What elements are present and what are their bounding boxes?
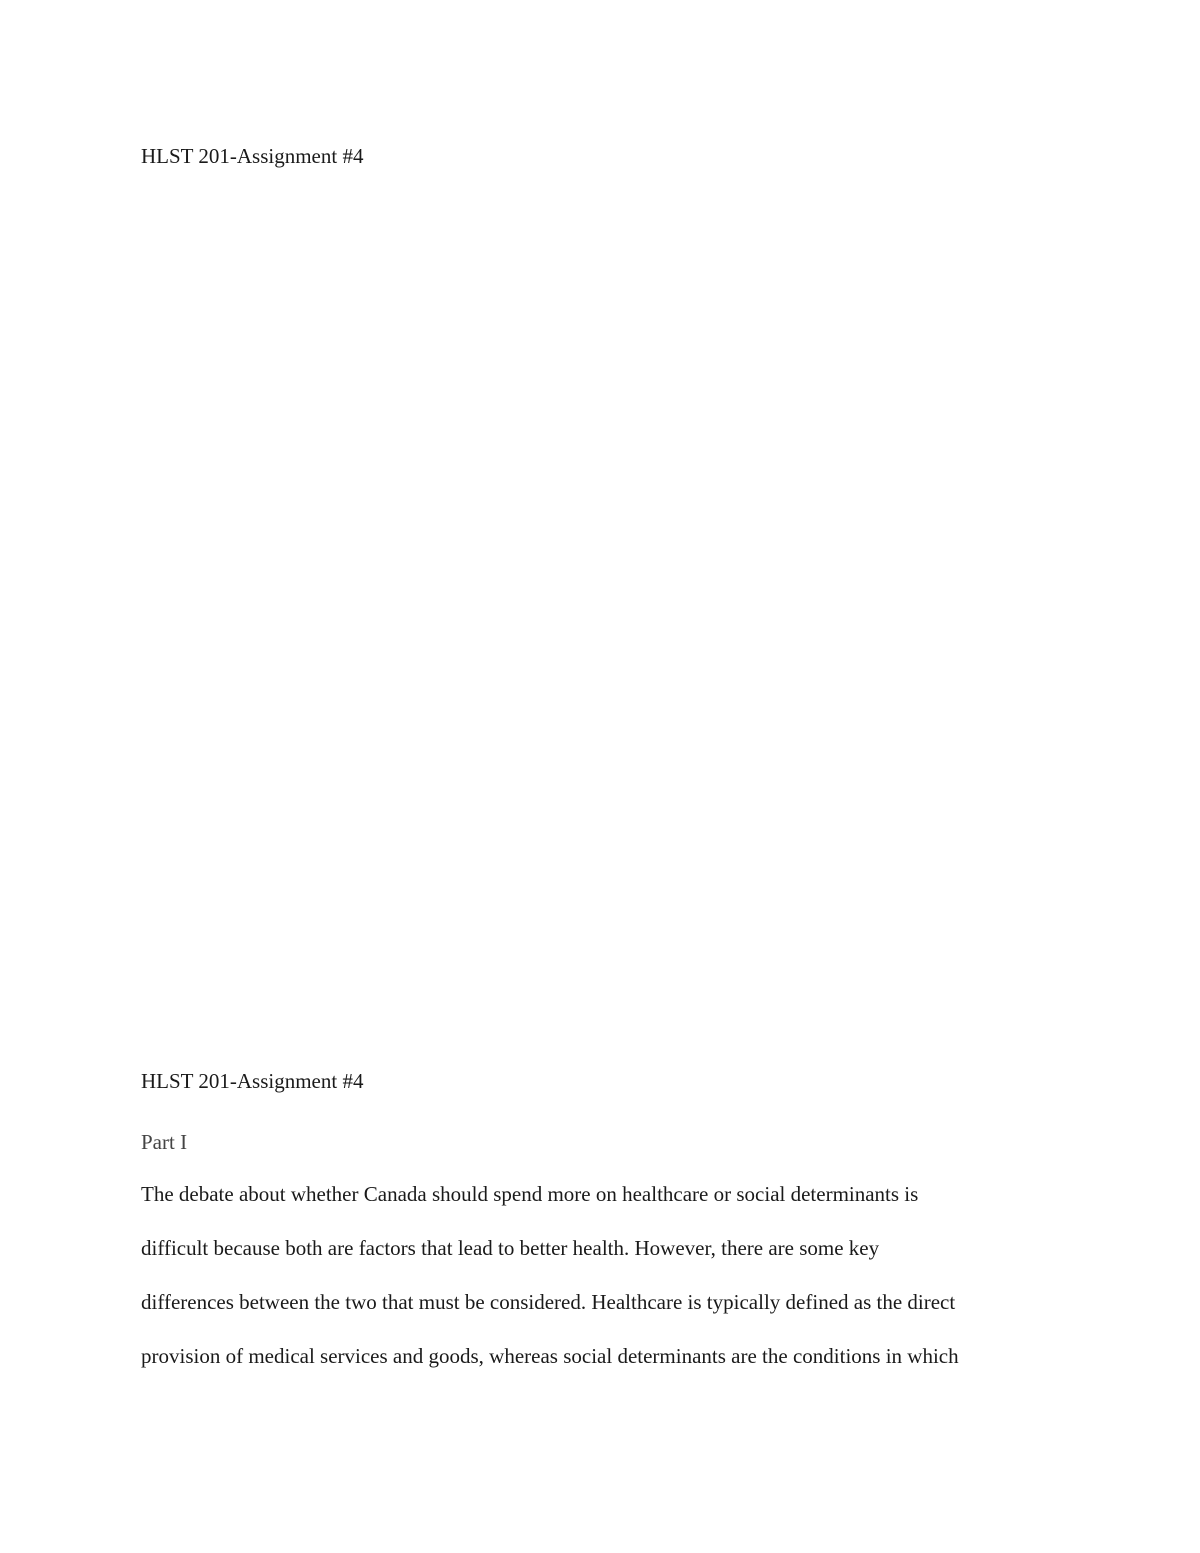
page-title: HLST 201-Assignment #4 xyxy=(141,144,364,168)
body-paragraph xyxy=(141,1180,1081,1396)
paragraph-line: differences between the two that must be considered. Healthcare is typically defined as the direct xyxy=(141,1290,956,1314)
paragraph-line: The debate about whether Canada should spend more on healthcare or social determinants is xyxy=(141,1182,919,1206)
paragraph-line: difficult because both are factors that lead to better health. However, there are some key xyxy=(141,1236,880,1260)
section-heading: Part I xyxy=(141,1130,188,1154)
paragraph-line: provision of medical services and goods, whereas social determinants are the conditions in which xyxy=(141,1344,959,1368)
assignment-title: HLST 201-Assignment #4 xyxy=(141,1069,364,1093)
